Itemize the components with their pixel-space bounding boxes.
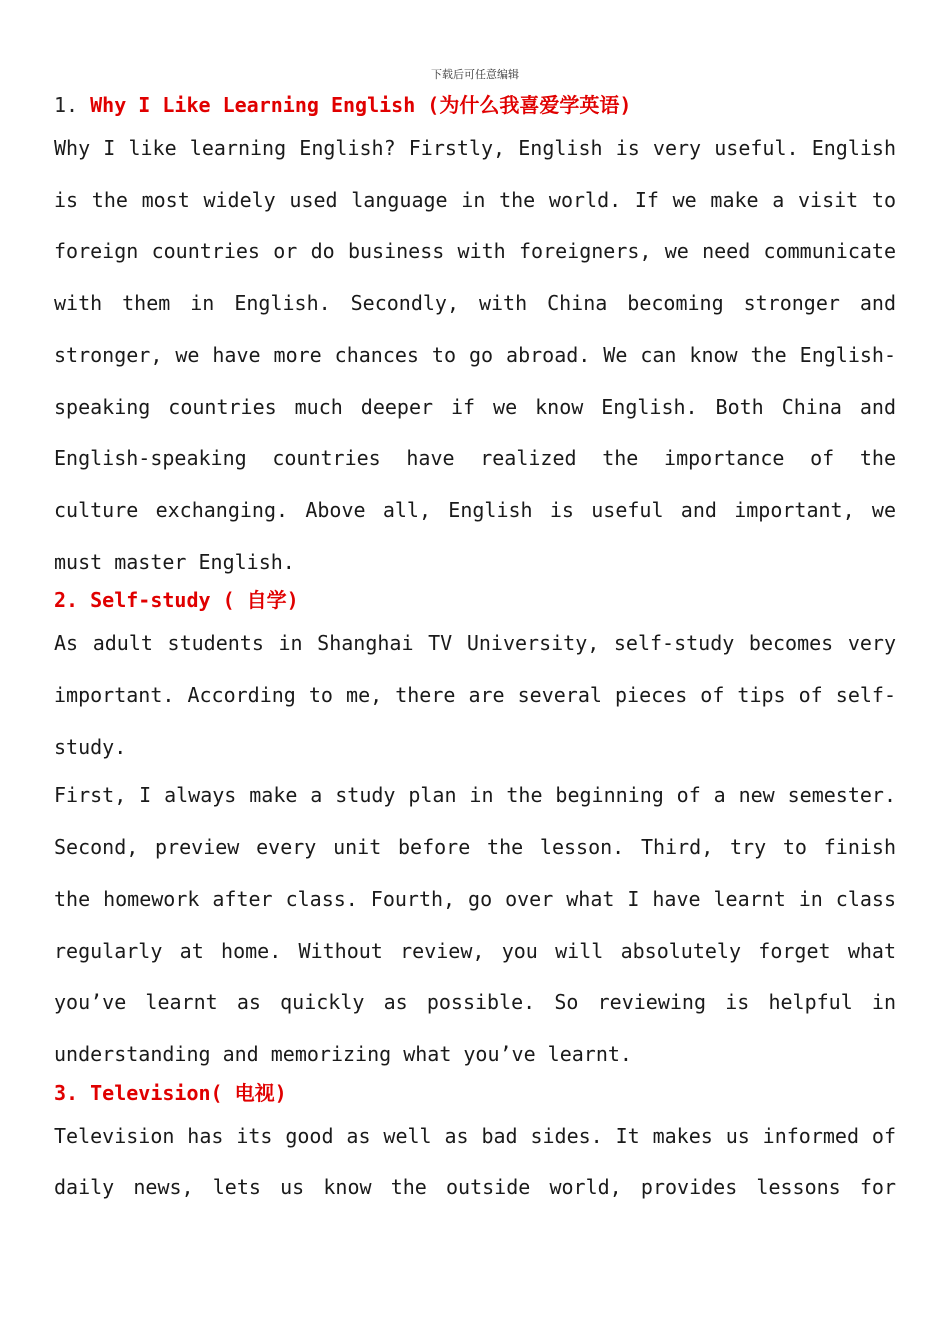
section-number: 2. <box>54 588 79 613</box>
section-heading-2 <box>54 582 896 618</box>
paragraph: As adult students in Shanghai TV University, self-study becomes very important. According to me, there are several pieces of tips of self-study. <box>54 631 896 759</box>
paragraph: Why I like learning English? Firstly, English is very useful. English is the most widely used language in the world. If we make a visit to foreign countries or do business with foreigners, we need communicate with them in English. Secondly, with China becoming stronger and stronger, we have more chances to go abroad. We can know the English-speaking countries much deeper if we know English. Both China and English-speaking countries have realized the importance of the culture exchanging. Above all, English is useful and important, we must master English. <box>54 136 896 574</box>
section-title: Why I Like Learning English (为什么我喜爱学英语) <box>90 93 632 117</box>
section-heading-1 <box>54 87 896 123</box>
section-title: Television( 电视) <box>90 1080 287 1105</box>
section-title: Self-study ( 自学) <box>90 588 299 613</box>
section-number: 3. <box>54 1080 79 1105</box>
document-body <box>54 87 896 1214</box>
section-number: 1. <box>54 93 79 117</box>
page-header-note: 下载后可任意编辑 <box>431 68 519 81</box>
paragraph: Television has its good as well as bad sides. It makes us informed of daily news, lets us know the outside world, provides lessons for <box>54 1123 896 1200</box>
paragraph: First, I always make a study plan in the beginning of a new semester. Second, preview every unit before the lesson. Third, try to finish the homework after class. Fourth, go over what I have learnt in class regularly at home. Without review, you will absolutely forget what you’ve learnt as quickly as possible. So reviewing is helpful in understanding and memorizing what you’ve learnt. <box>54 783 896 1066</box>
